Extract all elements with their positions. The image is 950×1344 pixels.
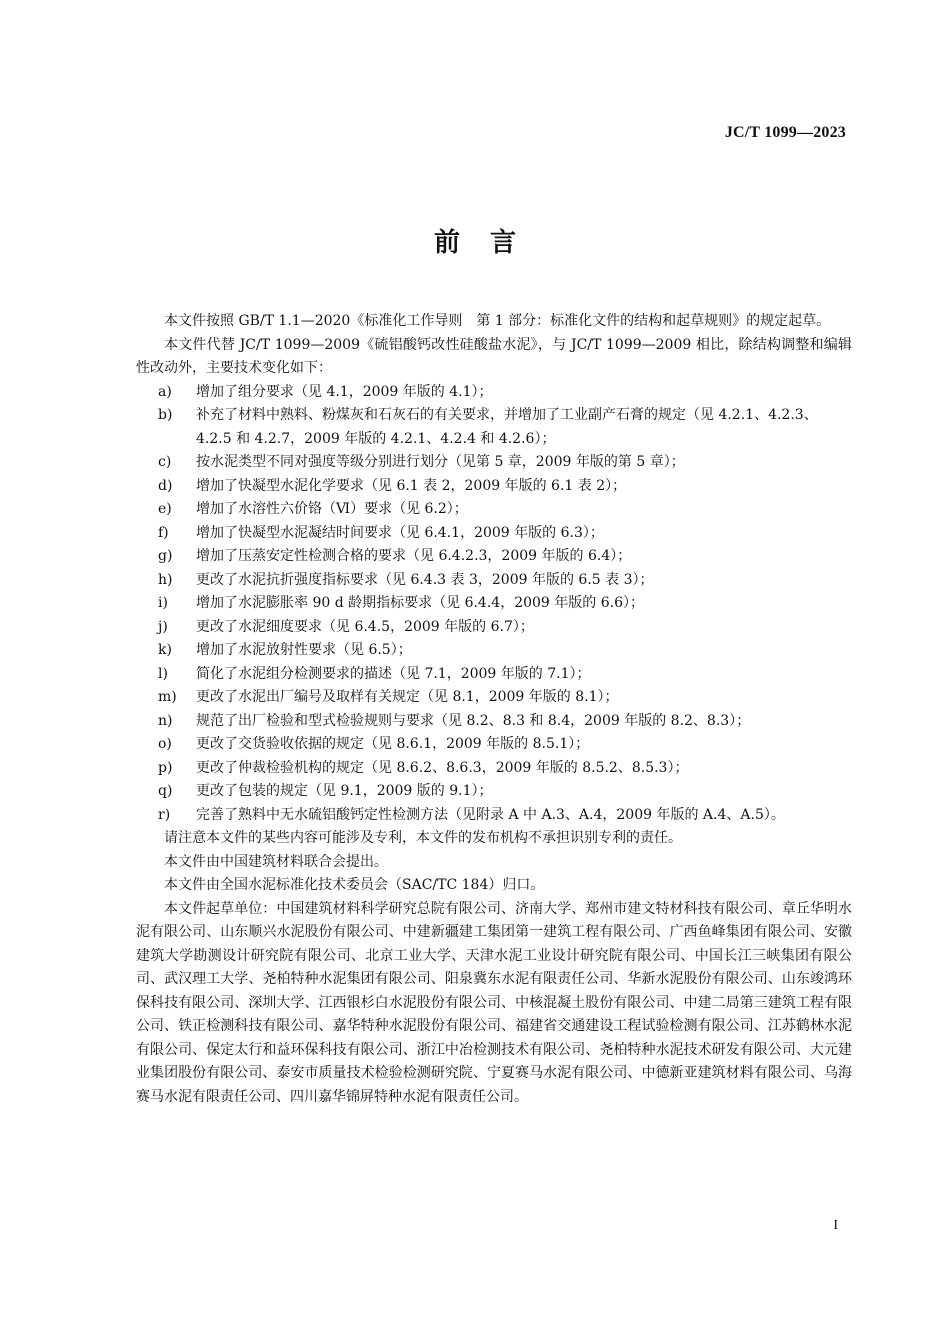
list-item	[136, 639, 852, 663]
list-text: 更改了水泥细度要求（见 6.4.5，2009 年版的 6.7）；	[196, 618, 534, 635]
list-item	[136, 663, 852, 687]
list-item	[136, 733, 852, 757]
list-text: 更改了包装的规定（见 9.1，2009 版的 9.1）；	[196, 783, 493, 799]
list-text: 完善了熟料中无水硫铝酸钙定性检测方法（见附录 A 中 A.3、A.4，2009 年版的 A.4、A.5）。	[196, 806, 785, 823]
paragraph-drafting-units: 本文件起草单位：中国建筑材料科学研究总院有限公司、济南大学、郑州市建文特材科技有限公司、章丘华明水泥有限公司、山东顺兴水泥股份有限公司、中建新疆建工集团第一建筑工程有限公司、广西鱼峰集团有限公司、安徽建筑大学勘测设计研究院有限公司、北京工业大学、天津水泥工业设计研究院有限公司、中国长江三峡集团有限公司、武汉理工大学、尧柏特种水泥集团有限公司、阳泉冀东水泥有限责任公司、华新水泥股份有限公司、山东竣鸿环保科技有限公司、深圳大学、江西银杉白水泥股份有限公司、中核混凝土股份有限公司、中建二局第三建筑工程有限公司、铁正检测科技有限公司、嘉华特种水泥股份有限公司、福建省交通建设工程试验检测有限公司、江苏鹤林水泥有限公司、保定太行和益环保科技有限公司、浙江中冶检测技术有限公司、尧柏特种水泥技术研发有限公司、大元建业集团股份有限公司、泰安市质量技术检验检测研究院、宁夏赛马水泥有限公司、中德新亚建筑材料有限公司、乌海赛马水泥有限责任公司、四川嘉华锦屏特种水泥有限责任公司。	[136, 900, 852, 1105]
list-text: 增加了压蒸安定性检测合格的要求（见 6.4.2.3，2009 年版的 6.4）；	[196, 548, 632, 564]
list-marker: e)	[158, 501, 172, 517]
standard-code: JC/T 1099—2023	[724, 124, 846, 141]
list-text: 增加了水泥膨胀率 90 d 龄期指标要求（见 6.4.4，2009 年版的 6.6）；	[196, 595, 644, 611]
list-text: 增加了组分要求（见 4.1，2009 年版的 4.1）；	[196, 383, 493, 400]
list-marker: o)	[158, 736, 172, 752]
list-item	[136, 569, 852, 593]
list-text: 增加了快凝型水泥化学要求（见 6.1 表 2，2009 年版的 6.1 表 2）；	[196, 477, 627, 494]
foreword-body	[136, 310, 852, 1109]
list-text: 简化了水泥组分检测要求的描述（见 7.1，2009 年版的 7.1）；	[196, 665, 591, 682]
paragraph-proposer: 本文件由中国建筑材料联合会提出。	[164, 853, 388, 870]
list-marker: p)	[158, 759, 173, 776]
list-marker: q)	[158, 783, 173, 799]
list-text: 增加了快凝型水泥凝结时间要求（见 6.4.1，2009 年版的 6.3）；	[196, 524, 604, 541]
list-marker: c)	[158, 454, 172, 470]
list-text: 增加了水溶性六价铬（Ⅵ）要求（见 6.2）；	[196, 501, 468, 517]
list-marker: d)	[158, 477, 173, 494]
paragraph-committee: 本文件由全国水泥标准化技术委员会（SAC/TC 184）归口。	[164, 877, 545, 893]
list-item	[136, 710, 852, 734]
paragraph-patent-notice: 请注意本文件的某些内容可能涉及专利，本文件的发布机构不承担识别专利的责任。	[164, 830, 682, 846]
list-marker: a)	[158, 383, 172, 400]
list-marker: i)	[158, 595, 168, 611]
list-item	[136, 451, 852, 475]
list-text: 补充了材料中熟料、粉煤灰和石灰石的有关要求，并增加了工业副产石膏的规定（见 4.2.1、4.2.3、4.2.5 和 4.2.7，2009 年版的 4.2.1、4.2.4 和 4.2.6）；	[196, 407, 818, 447]
list-text: 按水泥类型不同对强度等级分别进行划分（见第 5 章，2009 年版的第 5 章）；	[196, 454, 685, 470]
list-item	[136, 780, 852, 804]
list-item	[136, 686, 852, 710]
list-item	[136, 592, 852, 616]
list-item	[136, 475, 852, 499]
list-text: 更改了交货验收依据的规定（见 8.6.1，2009 年版的 8.5.1）；	[196, 736, 590, 752]
paragraph-replacement: 本文件代替 JC/T 1099—2009《硫铝酸钙改性硅酸盐水泥》，与 JC/T 1099—2009 相比，除结构调整和编辑性改动外，主要技术变化如下：	[136, 336, 852, 376]
list-marker: f)	[158, 524, 169, 541]
page-title: 前言	[433, 228, 546, 258]
list-marker: j)	[158, 618, 168, 635]
list-marker: k)	[158, 642, 172, 658]
list-marker: n)	[158, 712, 173, 729]
list-item	[136, 498, 852, 522]
list-text: 更改了水泥抗折强度指标要求（见 6.4.3 表 3，2009 年版的 6.5 表 3）；	[196, 571, 654, 588]
list-item	[136, 616, 852, 640]
page-number: I	[833, 1218, 838, 1233]
list-text: 规范了出厂检验和型式检验规则与要求（见 8.2、8.3 和 8.4，2009 年版的 8.2、8.3）；	[196, 712, 751, 729]
list-marker: g)	[158, 548, 173, 564]
list-item	[136, 545, 852, 569]
list-item	[136, 804, 852, 828]
list-marker: b)	[158, 407, 173, 423]
list-item	[136, 381, 852, 405]
list-item	[136, 522, 852, 546]
list-text: 增加了水泥放射性要求（见 6.5）；	[196, 642, 412, 658]
list-item	[136, 404, 852, 451]
paragraph-basis: 本文件按照 GB/T 1.1—2020《标准化工作导则 第 1 部分：标准化文件的结构和起草规则》的规定起草。	[164, 313, 831, 329]
list-marker: r)	[158, 806, 171, 823]
list-text: 更改了水泥出厂编号及取样有关规定（见 8.1，2009 年版的 8.1）；	[196, 689, 619, 705]
list-marker: m)	[158, 689, 177, 705]
list-marker: l)	[158, 665, 168, 682]
changes-list	[136, 381, 852, 828]
list-text: 更改了仲裁检验机构的规定（见 8.6.2、8.6.3，2009 年版的 8.5.2、8.5.3）；	[196, 759, 689, 776]
list-item	[136, 757, 852, 781]
list-marker: h)	[158, 571, 173, 588]
